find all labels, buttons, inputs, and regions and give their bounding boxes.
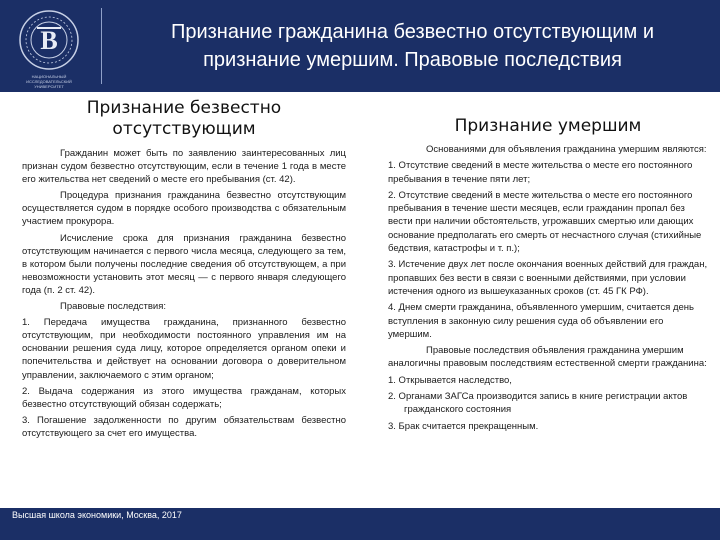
slide-title-line2: признание умершим. Правовые последствия — [203, 49, 622, 71]
left-paragraph: Гражданин может быть по заявлению заинтересованных лиц признан судом безвестно отсутствующим, если в течение 1 года в месте его жительства нет сведений о месте его пребывания (ст. 42). — [22, 148, 346, 186]
left-heading-line1: Признание безвестно — [86, 98, 282, 118]
right-list-item: 1. Открывается наследство, — [388, 374, 512, 386]
right-column — [388, 98, 708, 518]
slide-title-line1: Признание гражданина безвестно отсутствующим и — [170, 21, 655, 43]
footer-text: Высшая школа экономики, Москва, 2017 — [12, 510, 182, 520]
header-divider — [101, 8, 102, 84]
left-paragraph: Процедура признания гражданина безвестно отсутствующим осуществляется судом в порядке особого производства с обязательным участием прокурора. — [22, 190, 346, 228]
right-paragraph: 3. Истечение двух лет после окончания военных действий для граждан, пропавших без вести в связи с военными действиями, при условии истечения одного из вышеуказанных сроков (ст. 45 ГК РФ). — [388, 259, 708, 297]
left-paragraph: 2. Выдача содержания из этого имущества гражданам, которых безвестно отсутствующий обязан содержать; — [22, 385, 346, 410]
left-paragraph: Исчисление срока для признания гражданина безвестно отсутствующим начинается с первого числа месяца, следующего за тем, в котором были получены последние сведения об отсутствующем, а при невозможности установить этот месяц — с первого января следующего года (п. 2 ст. 42). — [22, 232, 346, 296]
left-paragraph: Правовые последствия: — [60, 301, 166, 313]
left-column — [22, 98, 346, 518]
logo-caption — [10, 74, 88, 89]
university-logo — [10, 8, 88, 88]
right-list-item: 3. Брак считается прекращенным. — [388, 420, 539, 432]
right-paragraph: 4. Днем смерти гражданина, объявленного умершим, считается день вступления в законную силу решения суда об объявлении его умершим. — [388, 302, 694, 340]
right-paragraph: 2. Отсутствие сведений в месте жительства о месте его постоянного пребывания в течение шести месяцев, если гражданин пропал без вести при наличии обстоятельств, угрожавших смертью или дающих основание предполагать его смерть от несчастного случая (стихийные бедствия, катастрофы и т. п.); — [388, 189, 702, 255]
left-paragraph: 1. Передача имущества гражданина, признанного безвестно отсутствующим, при необходимости постоянного управления им на основании решения суда лицу, которое определяется органом опеки и попечительства и действует на основании договора о доверительном управлении, заключаемого с этим органом; — [22, 317, 346, 381]
footer-bar — [0, 508, 720, 540]
left-heading-line2: отсутствующим — [112, 119, 256, 139]
header-bar — [0, 0, 720, 92]
logo-caption-line2: УНИВЕРСИТЕТ — [34, 84, 64, 89]
right-paragraph: 1. Отсутствие сведений в месте жительства о месте его постоянного пребывания в течение пяти лет; — [388, 160, 693, 185]
hse-emblem-icon — [10, 8, 88, 72]
right-list-item: 2. Органами ЗАГСа производится запись в книге регистрации актов гражданского состояния — [388, 391, 688, 416]
right-paragraph: Правовые последствия объявления гражданина умершим аналогичны правовым последствиям естественной смерти гражданина: — [388, 345, 707, 370]
left-paragraph: 3. Погашение задолженности по другим обязательствам безвестно отсутствующего за счет его имущества. — [22, 414, 346, 439]
right-heading: Признание умершим — [454, 116, 642, 136]
left-heading — [22, 98, 346, 140]
slide-title — [110, 18, 715, 74]
logo-caption-line1: НАЦИОНАЛЬНЫЙ ИССЛЕДОВАТЕЛЬСКИЙ — [26, 74, 72, 84]
right-paragraph: Основаниями для объявления гражданина умершим являются: — [426, 144, 707, 155]
svg-text:B: B — [40, 26, 58, 55]
